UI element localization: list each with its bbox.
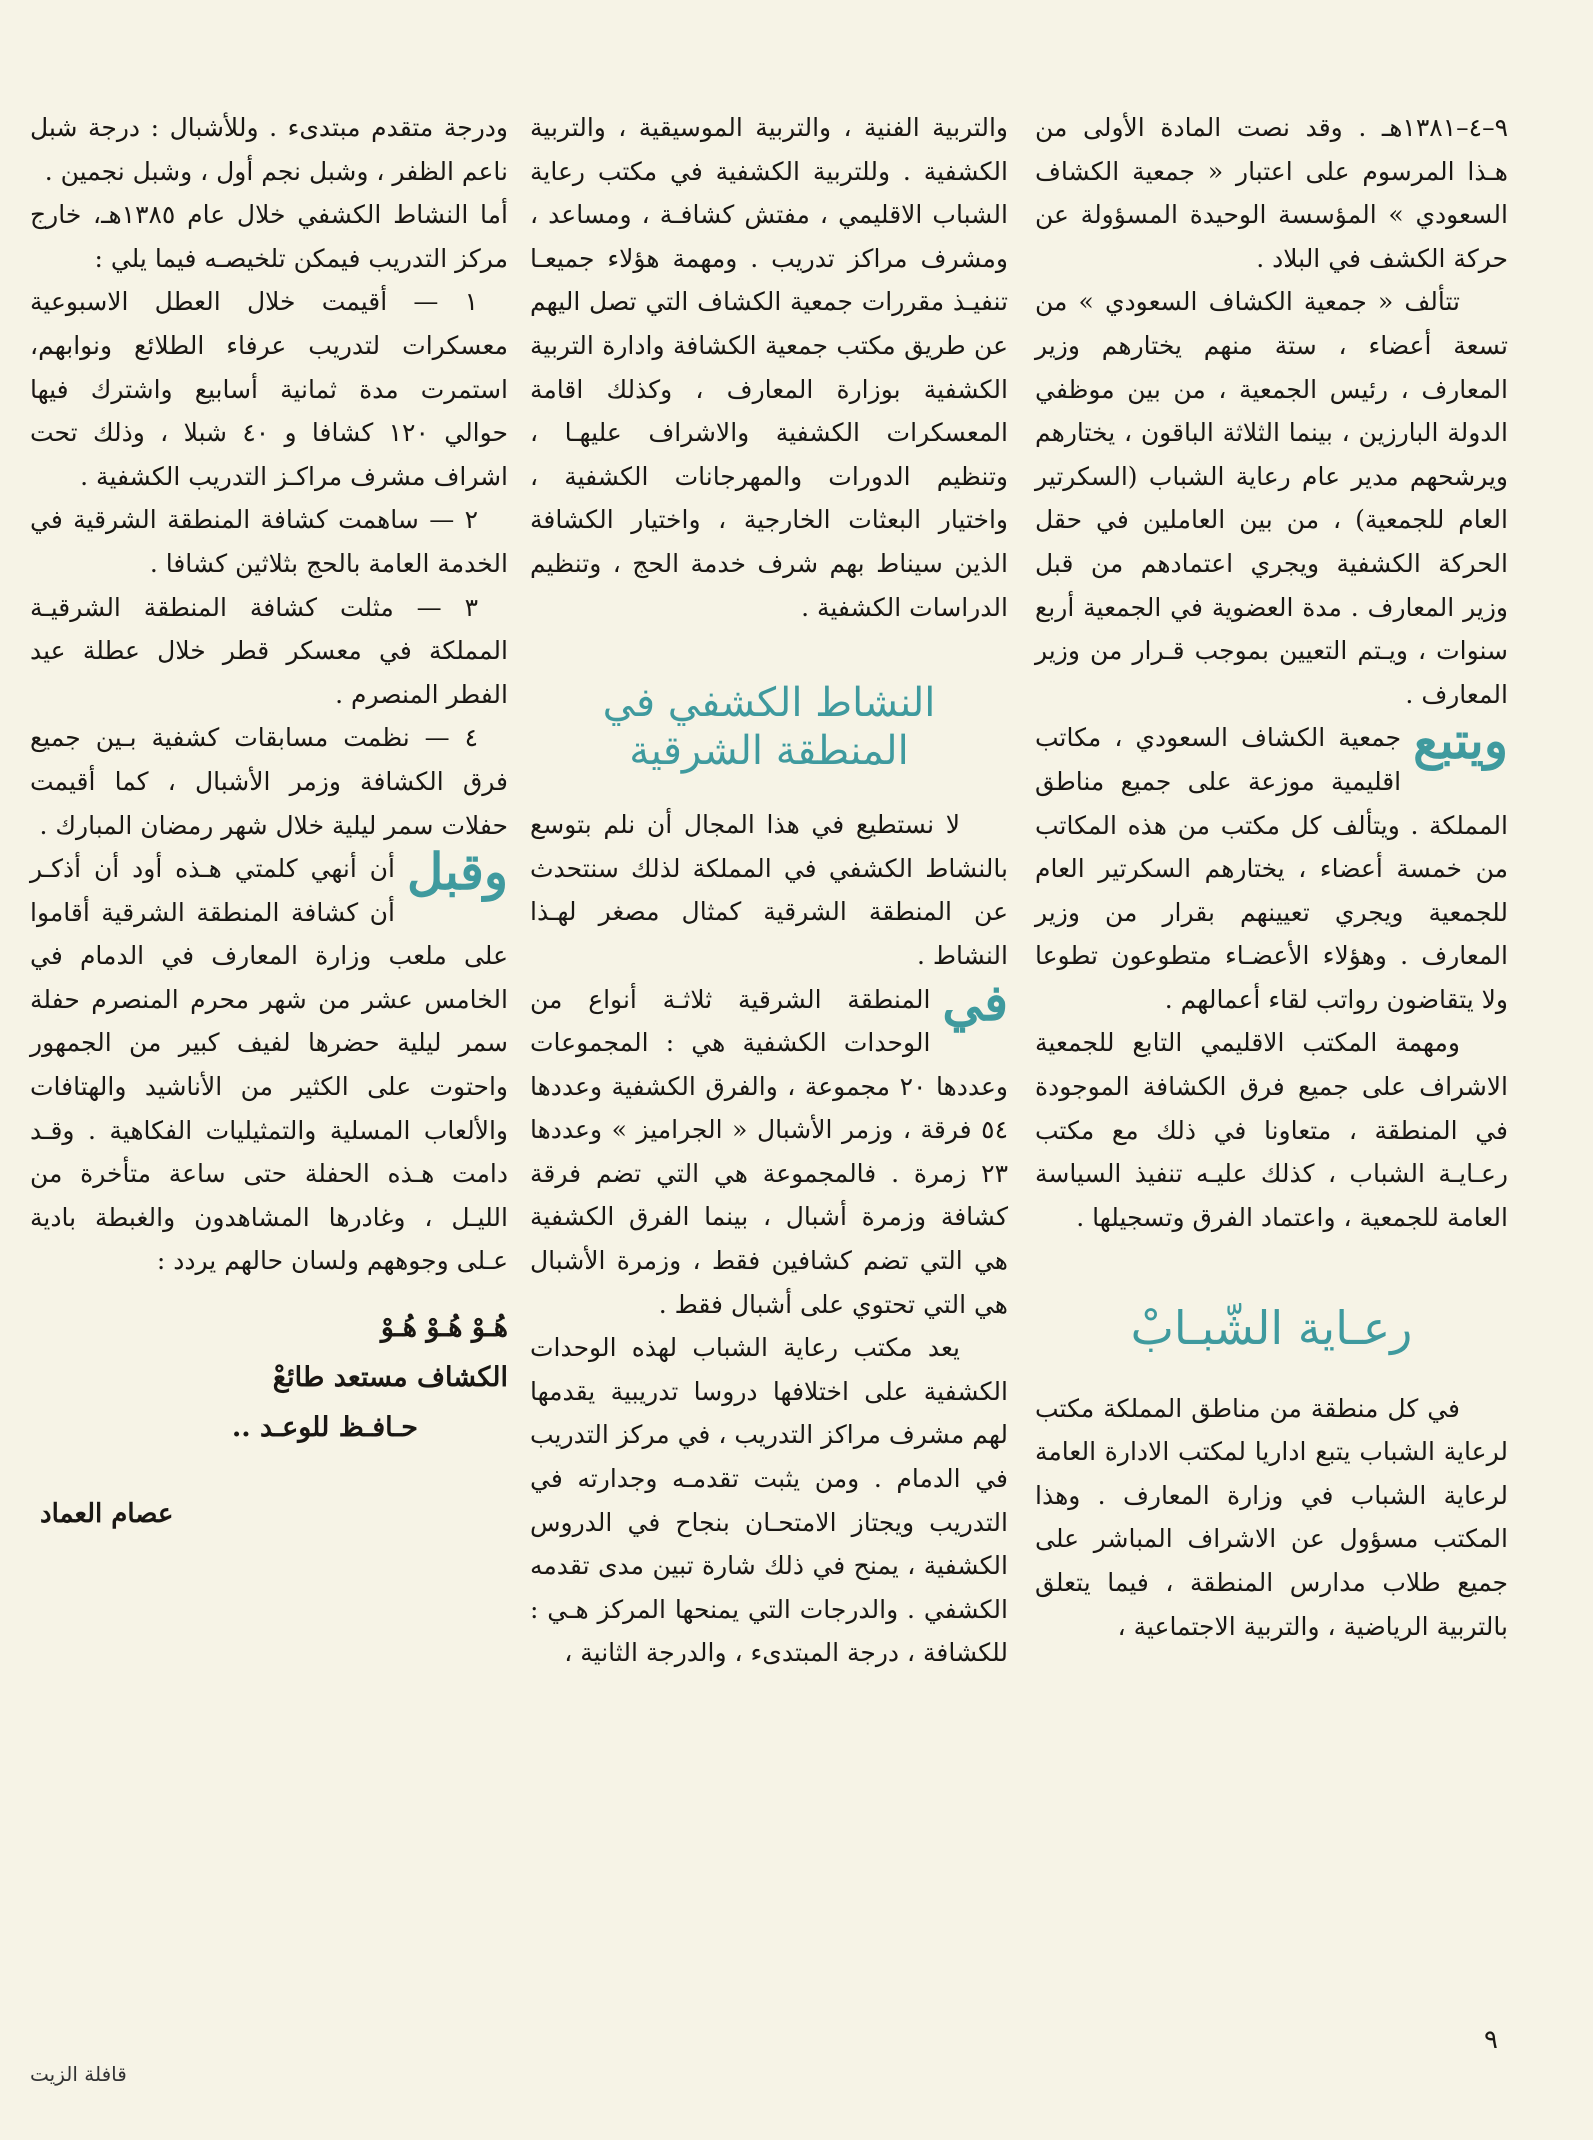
paragraph: ٩–٤–١٣٨١هـ . وقد نصت المادة الأولى من هـذا المرسوم على اعتبار « جمعية الكشاف السعودي » المؤسسة الوحيدة المسؤولة عن حركة الكشف في البلاد .: [1035, 113, 1508, 273]
list-item: ٣ — مثلت كشافة المنطقة الشرقيـة المملكة في معسكر قطر خلال عطلة عيد الفطر المنصرم .: [30, 592, 508, 709]
article-column-middle: [530, 106, 1008, 1675]
paragraph: [530, 972, 1008, 1327]
list-item: ٤ — نظمت مسابقات كشفية بـين جميع فرق الكشافة وزمر الأشبال ، كما أقيمت حفلات سمر ليلية خلال شهر رمضان المبارك .: [30, 723, 508, 840]
article-column-left: [30, 106, 508, 1537]
paragraph-text: أن أنهي كلمتي هـذه أود أن أذكـر أن كشافة المنطقة الشرقية أقاموا على ملعب وزارة المعارف في الدمام في الخامس عشر من شهر محرم المنصرم حفلة سمر ليلية حضرها لفيف كبير من الجمهور واحتوت على الكثير من الأناشيد والهتافات والألعاب المسلية والتمثيليات الفكاهية . وقـد دامت هـذه الحفلة حتى ساعة متأخرة من الليـل ، وغادرها المشاهدون والغبطة بادية عـلى وجوههم ولسان حالهم يردد :: [30, 854, 508, 1276]
paragraph: [1035, 711, 1508, 1021]
paragraph: تتألف « جمعية الكشاف السعودي » من تسعة أعضاء ، ستة منهم يختارهم وزير المعارف ، رئيس الجمعية ، من بين موظفي الدولة البارزين ، بينما الثلاثة الباقون ، يختارهم ويرشحهم مدير عام رعاية الشباب (السكرتير العام للجمعية) ، من بين العاملين في حقل الحركة الكشفية ويجري اعتمادهم من قبل وزير المعارف . مدة العضوية في الجمعية أربع سنوات ، ويـتم التعيين بموجب قـرار من وزير المعارف .: [1035, 287, 1508, 709]
paragraph-text: المنطقة الشرقية ثلاثـة أنواع من الوحدات الكشفية هي : المجموعات وعددها ٢٠ مجموعة ، والفرق الكشفية وعددها ٥٤ فرقة ، وزمر الأشبال « الجراميز » وعددها ٢٣ زمرة . فالمجموعة هي التي تضم فرقة كشافة وزمرة أشبال ، بينما الفرق الكشفية هي التي تضم كشافين فقط ، وزمرة الأشبال هي التي تحتوي على أشبال فقط .: [530, 984, 1008, 1319]
author-signature: عصام العماد: [40, 1499, 174, 1530]
paragraph: والتربية الفنية ، والتربية الموسيقية ، والتربية الكشفية . وللتربية الكشفية في مكتب رعاية الشباب الاقليمي ، مفتش كشافـة ، ومساعد ، ومشرف مراكز تدريب . ومهمة هؤلاء جميعـا تنفيـذ مقررات جمعية الكشاف التي تصل اليهم عن طريق مكتب جمعية الكشافة وادارة التربية الكشفية بوزارة المعارف ، وكذلك اقامة المعسكرات الكشفية والاشراف عليهـا ، وتنظيم الدورات والمهرجانات الكشفية ، واختيار البعثات الخارجية ، واختيار الكشافة الذين سيناط بهم شرف خدمة الحج ، وتنظيم الدراسات الكشفية .: [530, 113, 1008, 622]
drop-cap: في: [942, 972, 1008, 1032]
chant-line: حـافـظ للوعـد ..: [231, 1412, 418, 1444]
chant-line: الكشاف مستعد طائعْ: [272, 1362, 508, 1394]
paragraph: يعد مكتب رعاية الشباب لهذه الوحدات الكشفية على اختلافها دروسا تدريبية يقدمها لهم مشرف مراكز التدريب ، في مركز التدريب في الدمام . ومن يثبت تقدمـه وجدارته في التدريب ويجتاز الامتحـان بنجاح في الدروس الكشفية ، يمنح في ذلك شارة تبين مدى تقدمه الكشفي . والدرجات التي يمنحها المركز هـي : للكشافة ، درجة المبتدىء ، والدرجة الثانية ،: [530, 1333, 1008, 1668]
drop-cap: ويتبع: [1413, 711, 1508, 771]
article-column-right: [1035, 106, 1508, 1648]
section-heading: رعـاية الشّبـابْ: [1130, 1301, 1413, 1356]
paragraph-text: جمعية الكشاف السعودي ، مكاتب اقليمية موزعة على جميع مناطق المملكة . ويتألف كل مكتب من هذه المكاتب من خمسة أعضاء ، يختارهم السكرتير العام للجمعية ويجري تعيينهم بقرار من وزير المعارف . وهؤلاء الأعضـاء متطوعون تطوعا ولا يتقاضون رواتب لقاء أعمالهم .: [1035, 723, 1508, 1014]
list-item: ١ — أقيمت خلال العطل الاسبوعية معسكرات لتدريب عرفاء الطلائع ونوابهم، استمرت مدة ثمانية أسابيع واشترك فيها حوالي ١٢٠ كشافا و ٤٠ شبلا ، وذلك تحت اشراف مشرف مراكـز التدريب الكشفية .: [30, 287, 508, 491]
page-number: ٩: [1484, 2025, 1498, 2055]
paragraph: لا نستطيع في هذا المجال أن نلم بتوسع بالنشاط الكشفي في المملكة لذلك سنتحدث عن المنطقة الشرقية كمثال مصغر لهـذا النشاط .: [530, 810, 1008, 970]
drop-cap: وقبل: [406, 842, 508, 902]
paragraph: ودرجة متقدم مبتدىء . وللأشبال : درجة شبل ناعم الظفر ، وشبل نجم أول ، وشبل نجمين .: [30, 113, 508, 186]
section-heading: النشاط الكشفي في المنطقة الشرقية: [602, 680, 936, 775]
magazine-name: قافلة الزيت: [30, 2062, 127, 2086]
chant-line: هُـوْ هُـوْ هُـوْ: [380, 1312, 508, 1344]
paragraph: أما النشاط الكشفي خلال عام ١٣٨٥هـ، خارج مركز التدريب فيمكن تلخيصـه فيما يلي :: [30, 200, 508, 273]
paragraph: ومهمة المكتب الاقليمي التابع للجمعية الاشراف على جميع فرق الكشافة الموجودة في المنطقة ، متعاونا في ذلك مع مكتب رعـايـة الشباب ، كذلك عليـه تنفيذ السياسة العامة للجمعية ، واعتماد الفرق وتسجيلها .: [1035, 1028, 1508, 1232]
paragraph: في كل منطقة من مناطق المملكة مكتب لرعاية الشباب يتبع اداريا لمكتب الادارة العامة لرعاية الشباب في وزارة المعارف . وهذا المكتب مسؤول عن الاشراف المباشر على جميع طلاب مدارس المنطقة ، فيما يتعلق بالتربية الرياضية ، والتربية الاجتماعية ،: [1035, 1393, 1508, 1641]
list-item: ٢ — ساهمت كشافة المنطقة الشرقية في الخدمة العامة بالحج بثلاثين كشافا .: [30, 505, 508, 578]
paragraph: [30, 842, 508, 1283]
